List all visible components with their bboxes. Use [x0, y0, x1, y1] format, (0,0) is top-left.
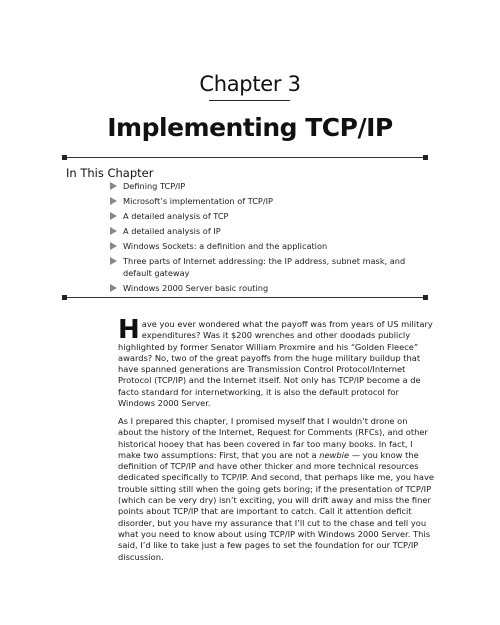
triangle-bullet-icon — [110, 182, 117, 190]
triangle-bullet-icon — [110, 227, 117, 235]
divider-square-icon — [62, 295, 67, 300]
list-item-text: Windows Sockets: a definition and the application — [123, 241, 328, 252]
emphasized-term: newbie — [319, 449, 350, 460]
list-item-text: A detailed analysis of TCP — [123, 211, 229, 222]
list-item — [110, 226, 430, 238]
list-item — [110, 181, 430, 193]
triangle-bullet-icon — [110, 242, 117, 250]
list-item — [110, 211, 430, 223]
list-item — [110, 241, 430, 253]
triangle-bullet-icon — [110, 197, 117, 205]
chapter-label: Chapter 3 — [199, 72, 301, 96]
triangle-bullet-icon — [110, 284, 117, 292]
list-item-text: Defining TCP/IP — [123, 181, 186, 191]
triangle-bullet-icon — [110, 212, 117, 220]
body-paragraph-1 — [118, 315, 434, 409]
divider-square-icon — [423, 155, 428, 160]
chapter-label-underline — [209, 100, 290, 101]
paragraph-text: As I prepared this chapter, I promised myself that I wouldn’t drone on about the history of the Internet, Request for Comments (RFCs), and other historical hooey that has been covered in far too many books. In fact, I make two assumptions: First, that you are not a — [118, 416, 428, 460]
chapter-title: Implementing TCP/IP — [107, 113, 393, 142]
divider-top — [64, 157, 426, 158]
body-paragraph-2 — [118, 416, 434, 563]
triangle-bullet-icon — [110, 257, 117, 265]
paragraph-text: — you know the definition of TCP/IP and have other thicker and more technical resources dedicated specifically to TCP/IP. And second, that perhaps like me, you have trouble sitting still when the going gets boring; if the presentation of TCP/IP (which can be very dry) isn’t exciting, you will drift away and miss the finer points about TCP/IP that are important to catch. Call it attention deficit disorder, but you have my assurance that I’ll cut to the chase and tell you what you need to know about using TCP/IP with Windows 2000 Server. This said, I’d like to take just a few pages to set the foundation for our TCP/IP discussion. — [118, 449, 434, 562]
in-this-chapter-heading: In This Chapter — [66, 166, 154, 180]
divider-square-icon — [423, 295, 428, 300]
list-item-text: Windows 2000 Server basic routing — [123, 283, 269, 294]
divider-square-icon — [62, 155, 67, 160]
divider-bottom — [64, 297, 426, 298]
chapter-topic-list — [110, 181, 430, 298]
list-item — [110, 196, 430, 208]
paragraph-text: ave you ever wondered what the payoff was from years of US military expenditures? Was it $200 wrenches and other doodads publicly highlighted by former Senator William Proxmire and his “Golden Fleece” awards? No, two of the great payoffs from the huge military buildup that have spanned generations are Transmission Control Protocol/Internet Protocol (TCP/IP) and the Internet itself. Not only has TCP/IP become a de facto standard for internetworking, it is also the default protocol for Windows 2000 Server. — [118, 319, 433, 409]
list-item-text: Three parts of Internet addressing: the IP address, subnet mask, and default gateway — [123, 256, 406, 278]
list-item — [110, 256, 430, 279]
list-item-text: A detailed analysis of IP — [123, 226, 221, 237]
list-item-text: Microsoft’s implementation of TCP/IP — [123, 196, 273, 207]
drop-cap: H — [118, 315, 140, 345]
list-item — [110, 283, 430, 295]
